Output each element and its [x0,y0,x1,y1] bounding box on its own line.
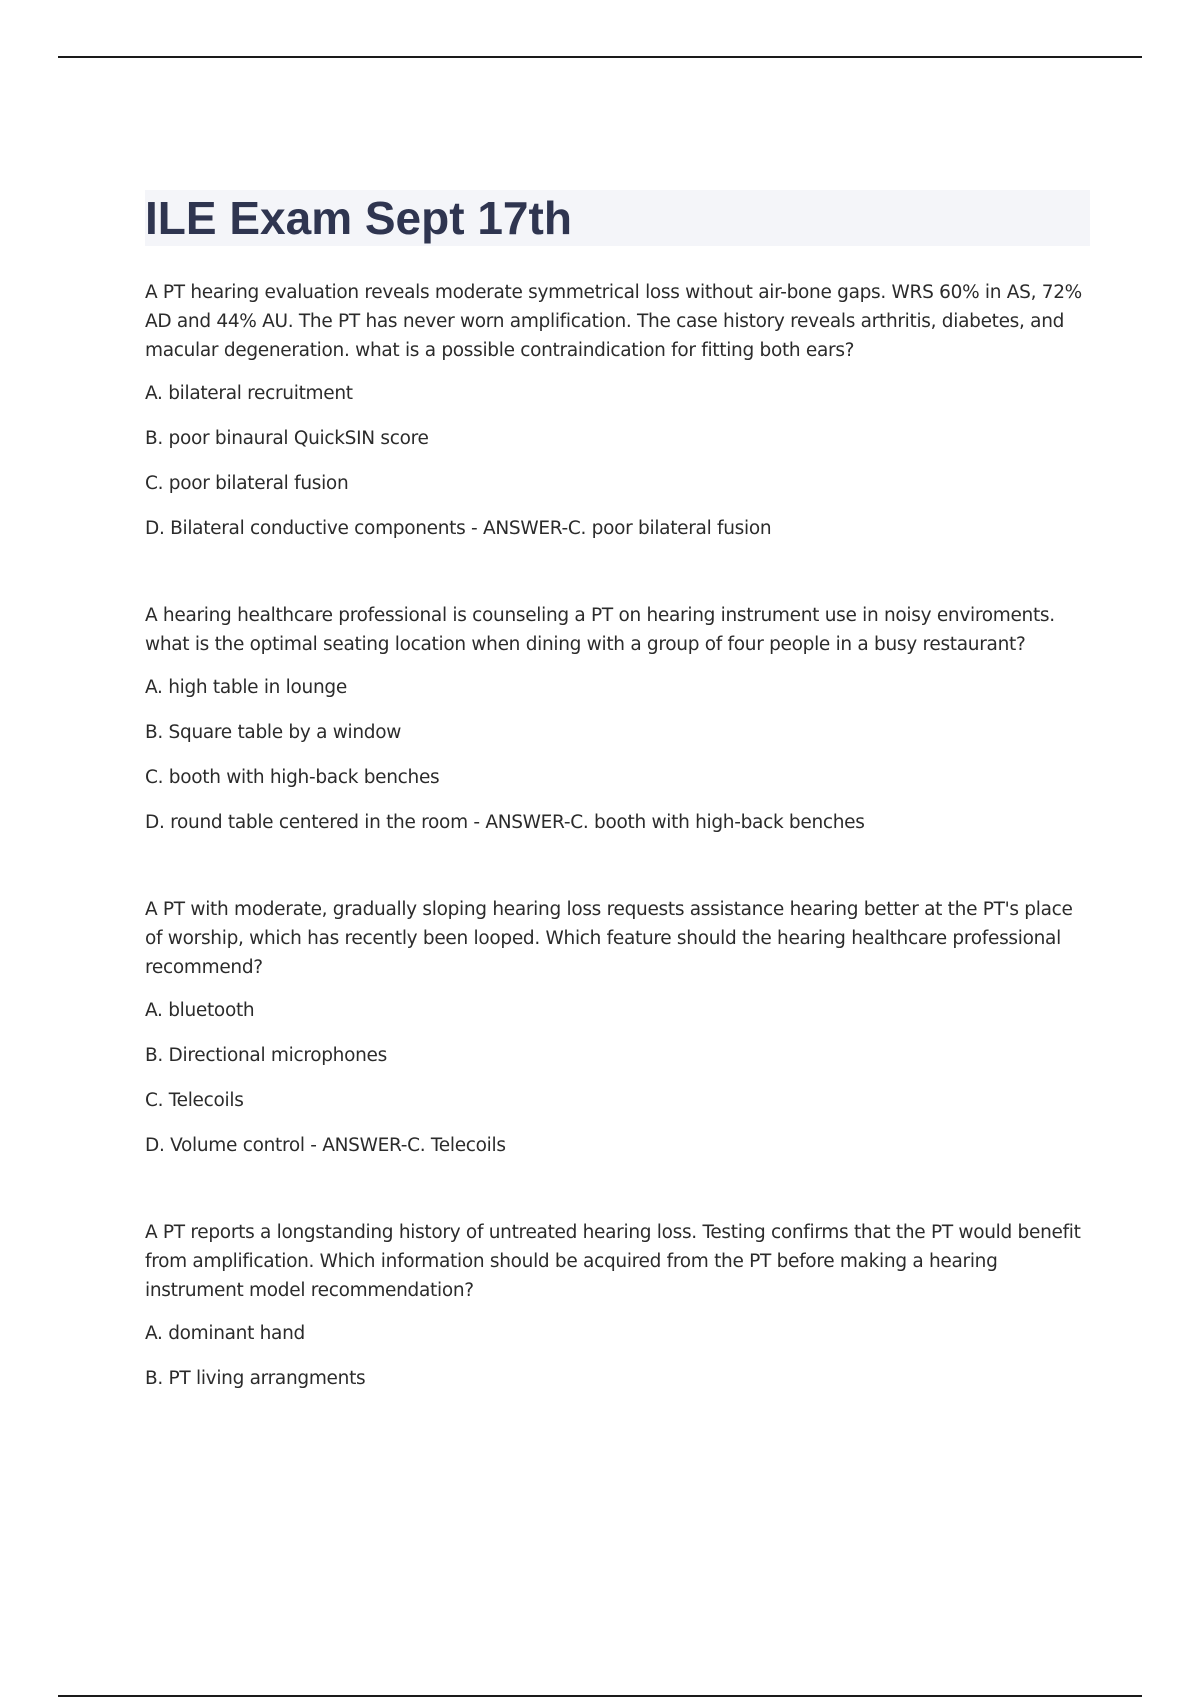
answer-option-b: B. poor binaural QuickSIN score [145,428,429,449]
answer-option-d: D. Volume control - ANSWER-C. Telecoils [145,1135,506,1156]
answer-option-b: B. Directional microphones [145,1045,387,1066]
answer-option-c: C. booth with high-back benches [145,767,440,788]
answer-option-b: B. PT living arrangments [145,1368,366,1389]
answer-option-c: C. poor bilateral fusion [145,473,349,494]
answer-option-b: B. Square table by a window [145,722,402,743]
question-4 [145,1218,1090,1393]
question-1 [145,278,1090,543]
title-banner [145,190,1090,246]
question-2 [145,601,1090,837]
answer-option-a: A. high table in lounge [145,677,347,698]
document-body [145,190,1090,1451]
answer-option-d: D. Bilateral conductive components - ANSWER-C. poor bilateral fusion [145,518,772,539]
question-text: A PT with moderate, gradually sloping hearing loss requests assistance hearing better at the PT's place of worship, which has recently been looped. Which feature should the hearing healthcare professional recommend? [145,899,1073,978]
answer-option-a: A. bilateral recruitment [145,383,353,404]
question-text: A hearing healthcare professional is counseling a PT on hearing instrument use in noisy enviroments. what is the optimal seating location when dining with a group of four people in a busy restaurant? [145,605,1055,655]
answer-option-c: C. Telecoils [145,1090,244,1111]
answer-option-d: D. round table centered in the room - ANSWER-C. booth with high-back benches [145,812,865,833]
answer-option-a: A. bluetooth [145,1000,255,1021]
answer-option-a: A. dominant hand [145,1323,305,1344]
question-text: A PT reports a longstanding history of untreated hearing loss. Testing confirms that the PT would benefit from amplification. Which information should be acquired from the PT before making a hearing instrument model recommendation? [145,1222,1081,1301]
top-rule [58,56,1142,58]
question-3 [145,895,1090,1160]
document-title: ILE Exam Sept 17th [145,192,572,244]
bottom-rule [58,1695,1142,1697]
question-text: A PT hearing evaluation reveals moderate symmetrical loss without air-bone gaps. WRS 60% in AS, 72% AD and 44% AU. The PT has never worn amplification. The case history reveals arthritis, diabetes, and macular degeneration. what is a possible contraindication for fitting both ears? [145,282,1082,361]
